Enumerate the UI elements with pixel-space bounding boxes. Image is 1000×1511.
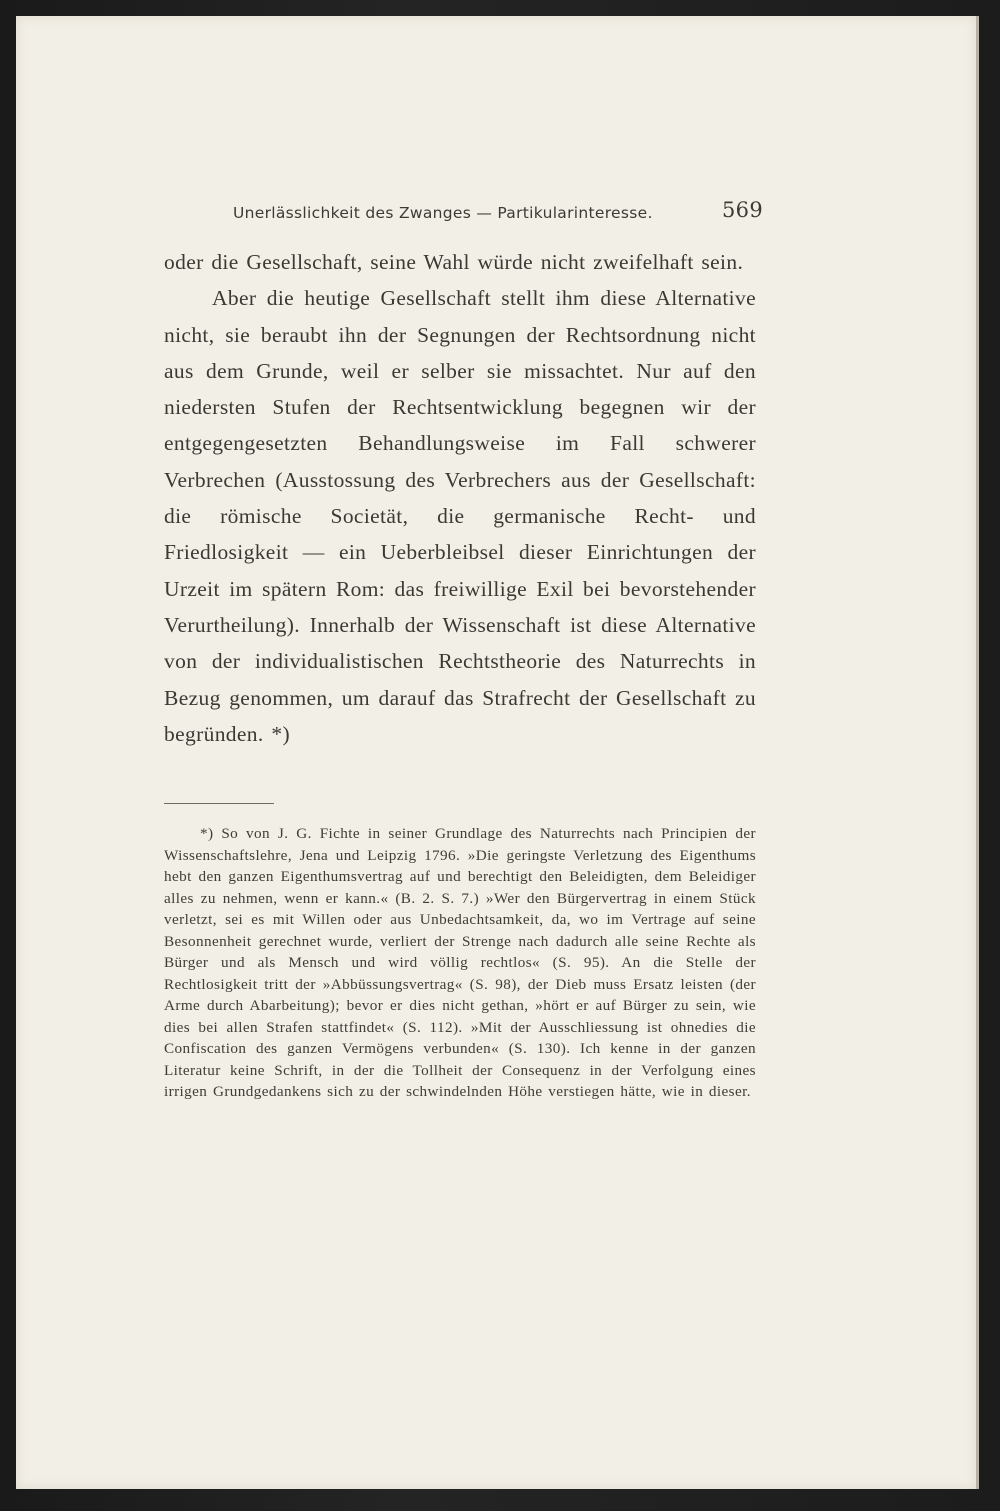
book-page bbox=[16, 16, 976, 1489]
page-edge bbox=[976, 16, 979, 1489]
paragraph-2: Aber die heutige Gesellschaft stellt ihm diese Alternative nicht, sie beraubt ihn der Segnungen der Rechtsordnung nicht aus dem Grunde, weil er selber sie missachtet. Nur auf den niedersten Stufen der Rechtsentwicklung begegnen wir der entgegengesetzten Behandlungsweise im Fall schwerer Verbrechen (Ausstossung des Verbrechers aus der Gesellschaft: die römische Societät, die germanische Recht- und Friedlosigkeit — ein Ueberbleibsel dieser Einrichtungen der Urzeit im spätern Rom: das freiwillige Exil bei bevorstehender Verurtheilung). Innerhalb der Wissenschaft ist diese Alternative von der individualistischen Rechtstheorie des Naturrechts in Bezug genommen, um darauf das Strafrecht der Gesellschaft zu begründen. *) bbox=[164, 286, 756, 746]
main-text bbox=[164, 244, 756, 752]
footnote: *) So von J. G. Fichte in seiner Grundlage des Naturrechts nach Principien der Wissenschaftslehre, Jena und Leipzig 1796. »Die geringste Verletzung des Eigenthums hebt den ganzen Eigenthumsvertrag auf und berechtigt den Beleidigten, dem Beleidiger alles zu nehmen, wenn er kann.« (B. 2. S. 7.) »Wer den Bürgervertrag in einem Stück verletzt, sei es mit Willen oder aus Unbedachtsamkeit, da, wo im Vertrage auf seine Besonnenheit gerechnet wurde, verliert der Strenge nach dadurch alle seine Rechte als Bürger und als Mensch und wird völlig rechtlos« (S. 95). An die Stelle der Rechtlosigkeit tritt der »Abbüssungsvertrag« (S. 98), der Dieb muss Ersatz leisten (der Arme durch Abarbeitung); bevor er dies nicht gethan, »hört er auf Bürger zu sein, wie dies bei allen Strafen stattfindet« (S. 112). »Mit der Ausschliessung ist ohnedies die Confiscation des ganzen Vermögens verbunden« (S. 130). Ich kenne in der ganzen Literatur keine Schrift, in der die Tollheit der Consequenz in der Verfolgung eines irrigen Grundgedankens sich zu der schwindelnden Höhe verstiegen hätte, wie in dieser. bbox=[164, 825, 756, 1100]
running-head-title: Unerlässlichkeit des Zwanges — Partikularinteresse. bbox=[233, 204, 653, 222]
paragraph-1: oder die Gesellschaft, seine Wahl würde nicht zweifelhaft sein. bbox=[164, 250, 744, 274]
footnote-separator bbox=[164, 803, 274, 804]
running-head bbox=[233, 198, 763, 228]
page-number: 569 bbox=[722, 198, 763, 222]
